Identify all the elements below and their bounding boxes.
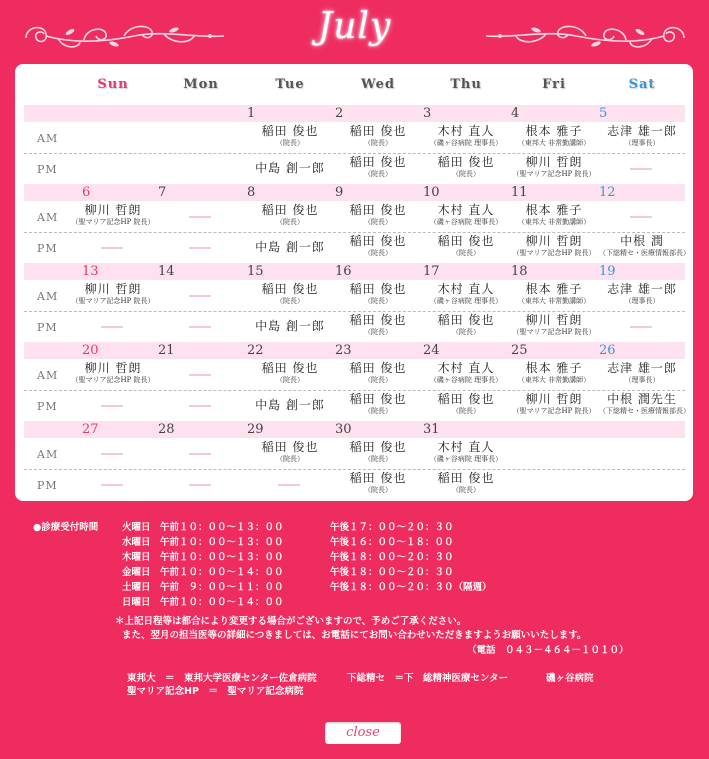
doctor-name: 根本 雅子 bbox=[525, 203, 583, 217]
row-separator bbox=[24, 469, 685, 470]
doctor-title: （磯ヶ谷病院 理事長） bbox=[429, 218, 503, 226]
doctor-title: （院長） bbox=[364, 486, 392, 494]
doctor-name: 中島 創一郎 bbox=[255, 240, 325, 254]
doctor-cell bbox=[247, 440, 333, 464]
doctor-name: 根本 雅子 bbox=[525, 282, 583, 296]
doctor-name: 柳川 哲朗 bbox=[84, 203, 142, 217]
doctor-title: （聖マリア記念HP 院長） bbox=[71, 297, 155, 305]
doctor-title: （聖マリア記念HP 院長） bbox=[71, 376, 155, 384]
doctor-cell bbox=[335, 471, 421, 495]
doctor-name: 志津 雄一郎 bbox=[607, 361, 677, 375]
date-number: 5 bbox=[599, 106, 608, 121]
doctor-title: （聖マリア記念HP 院長） bbox=[512, 407, 596, 415]
doctor-cell bbox=[70, 282, 156, 306]
hours-pm: 午後１６：００～１８：００ bbox=[330, 537, 454, 548]
date-number: 31 bbox=[423, 422, 440, 437]
doctor-cell bbox=[423, 440, 509, 464]
doctor-title: （院長） bbox=[364, 249, 392, 257]
doctor-title: （院長） bbox=[452, 407, 480, 415]
doctor-name: 稲田 俊也 bbox=[261, 361, 319, 375]
doctor-title: （院長） bbox=[276, 455, 304, 463]
doctor-cell bbox=[335, 313, 421, 337]
doctor-title: （下総精セ・医療情報部長） bbox=[599, 407, 690, 415]
date-number: 23 bbox=[335, 343, 352, 358]
empty-slot-dash bbox=[189, 216, 211, 218]
hours-pm: 午後１８：００～２０：３０ bbox=[330, 567, 454, 578]
date-row bbox=[24, 184, 685, 201]
empty-slot-dash bbox=[101, 247, 123, 249]
note-line-1: ＊上記日程等は都合により変更する場合がございますので、予めご了承ください。 bbox=[115, 616, 467, 627]
date-number: 22 bbox=[247, 343, 264, 358]
hours-am: 午前１０：００～１４：００ bbox=[160, 567, 284, 578]
doctor-cell bbox=[511, 124, 597, 148]
doctor-cell bbox=[423, 392, 509, 416]
day-header-wed: Wed bbox=[361, 77, 395, 92]
hours-am: 午前１０：００～１４：００ bbox=[160, 597, 284, 608]
empty-slot-dash bbox=[189, 453, 211, 455]
date-number: 27 bbox=[82, 422, 99, 437]
doctor-title: （聖マリア記念HP 院長） bbox=[512, 328, 596, 336]
doctor-title: （院長） bbox=[364, 297, 392, 305]
doctor-title: （院長） bbox=[452, 328, 480, 336]
doctor-cell bbox=[335, 361, 421, 385]
doctor-name: 木村 直人 bbox=[437, 203, 495, 217]
hours-day: 土曜日 bbox=[122, 582, 151, 593]
doctor-name: 中島 創一郎 bbox=[255, 319, 325, 333]
empty-slot-dash bbox=[101, 405, 123, 407]
doctor-name: 稲田 俊也 bbox=[437, 392, 495, 406]
doctor-cell bbox=[247, 319, 333, 333]
doctor-title: （院長） bbox=[364, 376, 392, 384]
date-number: 8 bbox=[247, 185, 256, 200]
doctor-name: 稲田 俊也 bbox=[261, 282, 319, 296]
doctor-cell bbox=[423, 282, 509, 306]
date-number: 12 bbox=[599, 185, 616, 200]
doctor-cell bbox=[423, 203, 509, 227]
slot-label-am: AM bbox=[37, 448, 59, 461]
doctor-cell bbox=[247, 124, 333, 148]
doctor-cell bbox=[599, 282, 685, 306]
empty-slot-dash bbox=[101, 453, 123, 455]
day-header-tue: Tue bbox=[275, 77, 305, 92]
empty-slot-dash bbox=[189, 295, 211, 297]
abbr-isogaya: 磯ヶ谷病院 bbox=[546, 673, 594, 684]
date-number: 26 bbox=[599, 343, 616, 358]
date-number: 28 bbox=[158, 422, 175, 437]
doctor-name: 木村 直人 bbox=[437, 361, 495, 375]
slot-label-pm: PM bbox=[37, 400, 58, 413]
hours-day: 木曜日 bbox=[122, 552, 151, 563]
date-number: 29 bbox=[247, 422, 264, 437]
date-number: 16 bbox=[335, 264, 352, 279]
slot-label-am: AM bbox=[37, 211, 59, 224]
doctor-cell bbox=[511, 234, 597, 258]
date-number: 10 bbox=[423, 185, 440, 200]
doctor-cell bbox=[335, 282, 421, 306]
calendar-panel bbox=[15, 64, 693, 501]
empty-slot-dash bbox=[278, 484, 300, 486]
doctor-name: 中根 潤先生 bbox=[607, 392, 677, 406]
doctor-title: （理事長） bbox=[624, 297, 660, 305]
date-row bbox=[24, 342, 685, 359]
doctor-cell bbox=[511, 203, 597, 227]
empty-slot-dash bbox=[101, 326, 123, 328]
hours-day: 金曜日 bbox=[122, 567, 151, 578]
slot-label-pm: PM bbox=[37, 321, 58, 334]
empty-slot-dash bbox=[189, 405, 211, 407]
doctor-name: 木村 直人 bbox=[437, 282, 495, 296]
doctor-name: 根本 雅子 bbox=[525, 361, 583, 375]
doctor-title: （磯ヶ谷病院 理事長） bbox=[429, 376, 503, 384]
doctor-name: 中島 創一郎 bbox=[255, 398, 325, 412]
doctor-name: 柳川 哲朗 bbox=[84, 361, 142, 375]
doctor-cell bbox=[423, 361, 509, 385]
doctor-title: （聖マリア記念HP 院長） bbox=[71, 218, 155, 226]
date-number: 20 bbox=[82, 343, 99, 358]
doctor-cell bbox=[423, 155, 509, 179]
doctor-title: （東邦大 非常勤講師） bbox=[517, 376, 591, 384]
doctor-cell bbox=[599, 124, 685, 148]
date-number: 30 bbox=[335, 422, 352, 437]
date-number: 2 bbox=[335, 106, 344, 121]
header bbox=[0, 0, 709, 62]
doctor-name: 稲田 俊也 bbox=[437, 313, 495, 327]
date-number: 14 bbox=[158, 264, 175, 279]
doctor-cell bbox=[70, 203, 156, 227]
date-number: 3 bbox=[423, 106, 432, 121]
doctor-cell bbox=[599, 361, 685, 385]
doctor-name: 中島 創一郎 bbox=[255, 161, 325, 175]
doctor-name: 稲田 俊也 bbox=[261, 203, 319, 217]
doctor-name: 稲田 俊也 bbox=[349, 313, 407, 327]
doctor-title: （院長） bbox=[276, 139, 304, 147]
date-number: 17 bbox=[423, 264, 440, 279]
doctor-name: 稲田 俊也 bbox=[349, 471, 407, 485]
phone-number: （電話 ０４３－４６４－１０１０） bbox=[467, 645, 629, 656]
doctor-name: 志津 雄一郎 bbox=[607, 124, 677, 138]
day-header-thu: Thu bbox=[450, 77, 482, 92]
hours-am: 午前１０：００～１３：００ bbox=[160, 537, 284, 548]
doctor-title: （東邦大 非常勤講師） bbox=[517, 218, 591, 226]
row-separator bbox=[24, 311, 685, 312]
hours-pm: 午後１８：００～２０：３０（隔週） bbox=[330, 582, 492, 593]
empty-slot-dash bbox=[630, 216, 652, 218]
hours-pm: 午後１８：００～２０：３０ bbox=[330, 552, 454, 563]
doctor-name: 中根 潤 bbox=[620, 234, 664, 248]
hours-am: 午前１０：００～１３：００ bbox=[160, 552, 284, 563]
doctor-name: 稲田 俊也 bbox=[437, 471, 495, 485]
doctor-cell bbox=[599, 392, 690, 416]
doctor-name: 稲田 俊也 bbox=[261, 440, 319, 454]
doctor-title: （院長） bbox=[364, 139, 392, 147]
doctor-cell bbox=[247, 282, 333, 306]
doctor-title: （院長） bbox=[452, 486, 480, 494]
doctor-title: （院長） bbox=[364, 328, 392, 336]
day-header-sat: Sat bbox=[628, 77, 656, 92]
empty-slot-dash bbox=[630, 168, 652, 170]
date-number: 13 bbox=[82, 264, 99, 279]
abbr-shimofusa: 下総精セ ＝下 総精神医療センター bbox=[347, 673, 509, 684]
doctor-title: （院長） bbox=[364, 407, 392, 415]
empty-slot-dash bbox=[189, 484, 211, 486]
doctor-cell bbox=[423, 234, 509, 258]
date-number: 19 bbox=[599, 264, 616, 279]
doctor-cell bbox=[335, 155, 421, 179]
hours-am: 午前 ９：００～１１：００ bbox=[160, 582, 284, 593]
doctor-title: （院長） bbox=[276, 297, 304, 305]
doctor-cell bbox=[423, 313, 509, 337]
doctor-name: 柳川 哲朗 bbox=[525, 155, 583, 169]
doctor-cell bbox=[70, 361, 156, 385]
doctor-name: 木村 直人 bbox=[437, 440, 495, 454]
slot-label-am: AM bbox=[37, 132, 59, 145]
empty-slot-dash bbox=[189, 326, 211, 328]
date-number: 4 bbox=[511, 106, 520, 121]
close-button[interactable]: close bbox=[325, 722, 401, 744]
doctor-title: （院長） bbox=[276, 376, 304, 384]
hours-am: 午前１０：００～１３：００ bbox=[160, 522, 284, 533]
date-number: 24 bbox=[423, 343, 440, 358]
hours-day: 水曜日 bbox=[122, 537, 151, 548]
row-separator bbox=[24, 153, 685, 154]
empty-slot-dash bbox=[101, 484, 123, 486]
doctor-name: 稲田 俊也 bbox=[349, 155, 407, 169]
doctor-title: （磯ヶ谷病院 理事長） bbox=[429, 455, 503, 463]
date-row bbox=[24, 421, 685, 438]
doctor-cell bbox=[599, 234, 690, 258]
date-number: 21 bbox=[158, 343, 175, 358]
date-number: 25 bbox=[511, 343, 528, 358]
date-row bbox=[24, 263, 685, 280]
day-header-sun: Sun bbox=[97, 77, 129, 92]
doctor-title: （院長） bbox=[276, 218, 304, 226]
doctor-name: 稲田 俊也 bbox=[437, 234, 495, 248]
hours-day: 日曜日 bbox=[122, 597, 151, 608]
doctor-cell bbox=[335, 440, 421, 464]
doctor-cell bbox=[247, 398, 333, 412]
doctor-title: （院長） bbox=[452, 249, 480, 257]
doctor-name: 稲田 俊也 bbox=[349, 203, 407, 217]
doctor-cell bbox=[335, 234, 421, 258]
day-header-fri: Fri bbox=[542, 77, 566, 92]
doctor-name: 柳川 哲朗 bbox=[525, 234, 583, 248]
doctor-name: 稲田 俊也 bbox=[349, 361, 407, 375]
doctor-title: （院長） bbox=[452, 170, 480, 178]
date-number: 9 bbox=[335, 185, 344, 200]
doctor-name: 稲田 俊也 bbox=[349, 440, 407, 454]
doctor-cell bbox=[247, 240, 333, 254]
right-swirl-ornament bbox=[478, 14, 696, 54]
doctor-name: 稲田 俊也 bbox=[349, 124, 407, 138]
doctor-cell bbox=[511, 392, 597, 416]
date-row bbox=[24, 105, 685, 122]
hours-label: ●診療受付時間 bbox=[33, 522, 99, 533]
doctor-cell bbox=[247, 203, 333, 227]
doctor-cell bbox=[335, 392, 421, 416]
empty-slot-dash bbox=[630, 326, 652, 328]
doctor-title: （理事長） bbox=[624, 376, 660, 384]
doctor-name: 稲田 俊也 bbox=[349, 282, 407, 296]
date-number: 15 bbox=[247, 264, 264, 279]
date-number: 1 bbox=[247, 106, 256, 121]
doctor-cell bbox=[335, 203, 421, 227]
date-number: 7 bbox=[158, 185, 167, 200]
slot-label-pm: PM bbox=[37, 163, 58, 176]
abbr-toho: 東邦大 ＝ 東邦大学医療センター佐倉病院 bbox=[127, 673, 317, 684]
abbr-st-maria: 聖マリア記念HP ＝ 聖マリア記念病院 bbox=[127, 686, 304, 697]
doctor-name: 柳川 哲朗 bbox=[84, 282, 142, 296]
doctor-cell bbox=[511, 313, 597, 337]
empty-slot-dash bbox=[189, 247, 211, 249]
doctor-name: 志津 雄一郎 bbox=[607, 282, 677, 296]
doctor-cell bbox=[423, 471, 509, 495]
doctor-title: （磯ヶ谷病院 理事長） bbox=[429, 139, 503, 147]
row-separator bbox=[24, 390, 685, 391]
doctor-cell bbox=[247, 361, 333, 385]
doctor-title: （院長） bbox=[364, 218, 392, 226]
doctor-title: （聖マリア記念HP 院長） bbox=[512, 249, 596, 257]
doctor-title: （院長） bbox=[364, 455, 392, 463]
date-number: 11 bbox=[511, 185, 528, 200]
doctor-title: （東邦大 非常勤講師） bbox=[517, 139, 591, 147]
hours-pm: 午後１７：００～２０：３０ bbox=[330, 522, 454, 533]
slot-label-pm: PM bbox=[37, 479, 58, 492]
doctor-title: （理事長） bbox=[624, 139, 660, 147]
doctor-cell bbox=[511, 361, 597, 385]
month-title: July bbox=[317, 6, 392, 47]
doctor-cell bbox=[423, 124, 509, 148]
hours-day: 火曜日 bbox=[122, 522, 151, 533]
doctor-title: （院長） bbox=[364, 170, 392, 178]
doctor-name: 柳川 哲朗 bbox=[525, 313, 583, 327]
doctor-title: （下総精セ・医療情報部長） bbox=[599, 249, 690, 257]
slot-label-am: AM bbox=[37, 290, 59, 303]
doctor-name: 稲田 俊也 bbox=[349, 234, 407, 248]
empty-slot-dash bbox=[189, 374, 211, 376]
doctor-name: 稲田 俊也 bbox=[261, 124, 319, 138]
doctor-name: 柳川 哲朗 bbox=[525, 392, 583, 406]
doctor-name: 稲田 俊也 bbox=[349, 392, 407, 406]
doctor-cell bbox=[247, 161, 333, 175]
doctor-name: 木村 直人 bbox=[437, 124, 495, 138]
doctor-cell bbox=[335, 124, 421, 148]
note-line-2: また、翌月の担当医等の詳細につきましては、お電話にてお問い合わせいただきますようお願いいたします。 bbox=[122, 630, 587, 641]
doctor-name: 稲田 俊也 bbox=[437, 155, 495, 169]
doctor-title: （聖マリア記念HP 院長） bbox=[512, 170, 596, 178]
doctor-title: （磯ヶ谷病院 理事長） bbox=[429, 297, 503, 305]
date-number: 6 bbox=[82, 185, 91, 200]
doctor-cell bbox=[511, 282, 597, 306]
row-separator bbox=[24, 232, 685, 233]
slot-label-am: AM bbox=[37, 369, 59, 382]
day-header-mon: Mon bbox=[183, 77, 219, 92]
doctor-title: （東邦大 非常勤講師） bbox=[517, 297, 591, 305]
doctor-cell bbox=[511, 155, 597, 179]
slot-label-pm: PM bbox=[37, 242, 58, 255]
doctor-name: 根本 雅子 bbox=[525, 124, 583, 138]
date-number: 18 bbox=[511, 264, 528, 279]
